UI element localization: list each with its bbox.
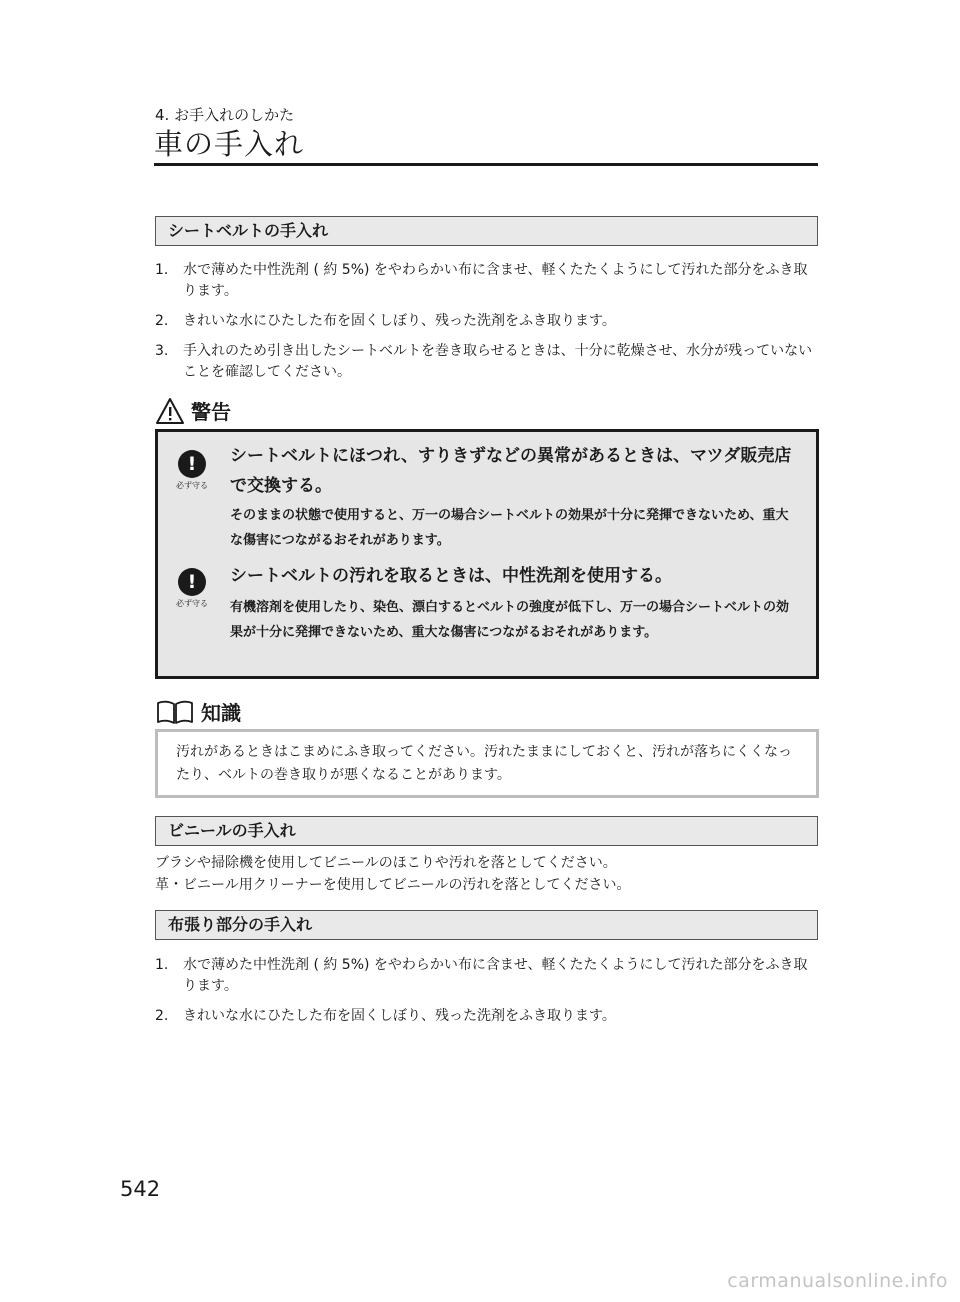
fabric-steps xyxy=(155,955,820,1036)
step-number: 1. xyxy=(155,957,169,973)
open-book-icon xyxy=(155,699,195,725)
watermark: carmanualsonline.info xyxy=(727,1270,948,1292)
list-item xyxy=(155,311,820,332)
seatbelt-steps xyxy=(155,260,820,392)
section-heading-fabric: 布張り部分の手入れ xyxy=(155,910,818,940)
list-item xyxy=(155,955,820,997)
warning-title: シートベルトの汚れを取るときは、中性洗剤を使用する。 xyxy=(230,566,672,586)
step-text: 水で薄めた中性洗剤 ( 約 5%) をやわらかい布に含ませ、軽くたたくようにして汚れた部分をふき取ります。 xyxy=(183,957,808,994)
vinyl-line: 革・ビニール用クリーナーを使用してビニールの汚れを落としてください。 xyxy=(155,877,631,893)
title-divider xyxy=(154,163,818,166)
vinyl-line: ブラシや掃除機を使用してビニールのほこりや汚れを落としてください。 xyxy=(155,855,617,871)
section-heading-seatbelt: シートベルトの手入れ xyxy=(155,216,818,246)
step-number: 2. xyxy=(155,1008,169,1024)
step-number: 3. xyxy=(155,343,169,359)
step-number: 1. xyxy=(155,262,169,278)
knowledge-box xyxy=(155,729,819,798)
step-text: きれいな水にひたした布を固くしぼり、残った洗剤をふき取ります。 xyxy=(183,1008,616,1024)
must-label: 必ず守る xyxy=(176,481,208,490)
warning-body: そのままの状態で使用すると、万一の場合シートベルトの効果が十分に発揮できないため、重大な傷害につながるおそれがあります。 xyxy=(230,508,789,548)
page-number: 542 xyxy=(120,1177,161,1201)
list-item xyxy=(155,1006,820,1027)
list-item xyxy=(155,341,820,383)
exclamation-circle-icon: ! xyxy=(178,450,206,478)
exclamation-circle-icon: ! xyxy=(178,568,206,596)
warning-triangle-icon xyxy=(155,397,185,425)
warning-body: 有機溶剤を使用したり、染色、漂白するとベルトの強度が低下し、万一の場合シートベルトの効果が十分に発揮できないため、重大な傷害につながるおそれがあります。 xyxy=(230,600,790,640)
must-badge xyxy=(172,450,212,491)
step-text: 水で薄めた中性洗剤 ( 約 5%) をやわらかい布に含ませ、軽くたたくようにして汚れた部分をふき取ります。 xyxy=(183,262,808,299)
page-title: 車の手入れ xyxy=(154,127,305,161)
section-heading-vinyl: ビニールの手入れ xyxy=(155,816,818,846)
knowledge-heading xyxy=(155,697,241,726)
step-text: 手入れのため引き出したシートベルトを巻き取らせるときは、十分に乾燥させ、水分が残っていないことを確認してください。 xyxy=(183,343,813,380)
warning-heading-text: 警告 xyxy=(191,400,231,424)
knowledge-text: 汚れがあるときはこまめにふき取ってください。汚れたままにしておくと、汚れが落ちにくくなったり、ベルトの巻き取りが悪くなることがあります。 xyxy=(176,744,792,783)
list-item xyxy=(155,260,820,302)
step-number: 2. xyxy=(155,313,169,329)
warning-title: シートベルトにほつれ、すりきずなどの異常があるときは、マツダ販売店で交換する。 xyxy=(230,446,792,496)
warning-heading xyxy=(155,396,231,425)
step-text: きれいな水にひたした布を固くしぼり、残った洗剤をふき取ります。 xyxy=(183,313,616,329)
knowledge-heading-text: 知識 xyxy=(201,701,241,725)
must-label: 必ず守る xyxy=(176,599,208,608)
chapter-label: 4. お手入れのしかた xyxy=(155,106,295,124)
must-badge xyxy=(172,568,212,609)
